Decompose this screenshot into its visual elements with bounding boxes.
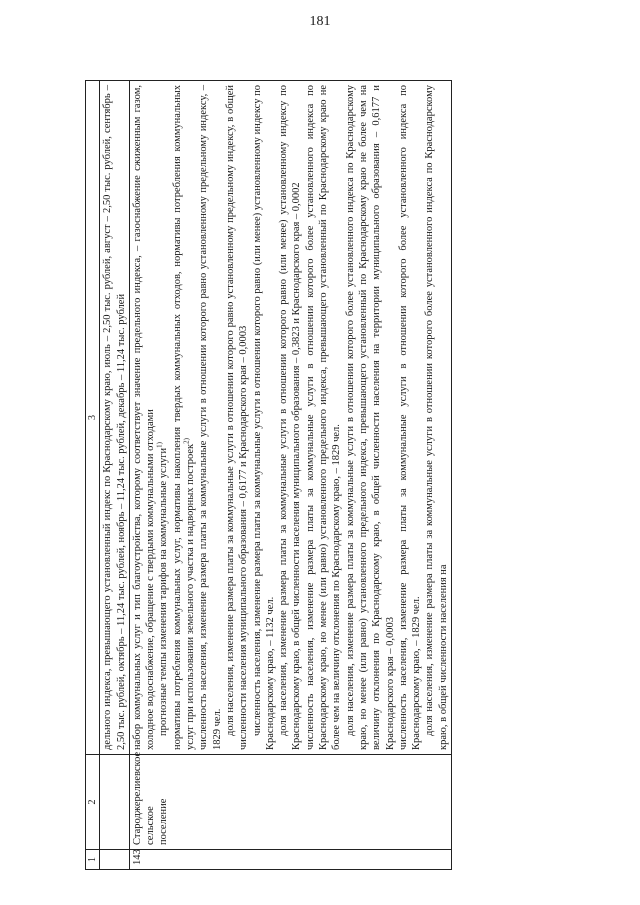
list-item (157, 85, 170, 750)
list-item: численность населения, изменение размера платы за коммунальные услуги в отношении которого равно установленному предельному индексу, – 1829 чел. (198, 85, 223, 750)
continuation-name-cell (100, 755, 130, 850)
header-col-2: 2 (86, 755, 100, 850)
tariff-table (85, 80, 452, 870)
list-item: численность населения, изменение размера платы за коммунальные услуги в отношении которого более установленного индекса по Краснодарскому краю, но менее (или равно) установленного предельного индекса, превышающего установленный по Краснодарскому краю не более чем на величину отклонения по Краснодарскому краю, – 1829 чел. (304, 85, 343, 750)
page-number: 181 (309, 14, 331, 29)
list-item: набор коммунальных услуг и тип благоустройства, которому соответствует значение предельного индекса, – газоснабжение сжиженным газом, холодное водоснабжение, обращение с твердыми коммунальными отходами (131, 85, 157, 750)
rotated-table-wrapper (85, 80, 585, 870)
row-number: 143 (129, 850, 451, 870)
table-row (129, 81, 451, 870)
header-col-1: 1 (86, 850, 100, 870)
list-item (171, 85, 198, 750)
list-item: доля населения, изменение размера платы за коммунальные услуги в отношении которого более установленного индекса по Краснодарскому краю, в общей численности населения на (424, 85, 449, 750)
settlement-name: Староджерелиевское сельское поселение (129, 755, 451, 850)
item-text: нормативы потребления коммунальных услуг, нормативы накопления твердых коммунальных отходов, нормативы потребления коммунальных услуг при использовании земельного участка и надворных построек (171, 85, 197, 750)
list-item: доля населения, изменение размера платы за коммунальные услуги в отношении которого равно установленному предельному индексу, в общей численности населения муниципального образования – 0,6177 и Краснодарского края – 0,0003 (224, 85, 250, 750)
footnote-mark: 1) (155, 442, 164, 448)
continuation-num-cell (100, 850, 130, 870)
row-details (129, 81, 451, 755)
list-item: доля населения, изменение размера платы за коммунальные услуги в отношении которого равно (или менее) установленному индексу по Краснодарскому краю, в общей численности населения муниципального образования – 0,3823 и Краснодарского края – 0,0002 (278, 85, 303, 750)
list-item: доля населения, изменение размера платы за коммунальные услуги в отношении которого более установленного индекса по Краснодарскому краю, но менее (или равно) установленного предельного индекса, превышающего установленный по Краснодарскому краю не более чем на величину отклонения по Краснодарскому краю, в общей численности населения на территории муниципального образования – 0,6177 и Краснодарского края – 0,0003 (344, 85, 396, 750)
header-col-3: 3 (86, 81, 100, 755)
list-item: численность населения, изменение размера платы за коммунальные услуги в отношении которого равно (или менее) установленному индексу по Краснодарскому краю, – 1132 чел. (251, 85, 276, 750)
footnote-mark: 2) (182, 438, 191, 444)
continuation-text: дельного индекса, превышающего установленный индекс по Краснодарскому краю, июль – 2,50 тыс. рублей, август – 2,50 тыс. рублей, сентябрь – 2,50 тыс. рублей, октябрь – 11,24 тыс. рублей, ноябрь – 11,24 тыс. рублей, декабрь – 11,24 тыс. рублей (100, 81, 130, 755)
header-row (86, 81, 100, 870)
continuation-row (100, 81, 130, 870)
item-text: прогнозные темпы изменения тарифов на коммунальные услуги (158, 447, 170, 736)
list-item: численность населения, изменение размера платы за коммунальные услуги в отношении которого более установленного индекса по Краснодарскому краю, – 1829 чел. (397, 85, 423, 750)
rotated-page-content (85, 80, 585, 870)
